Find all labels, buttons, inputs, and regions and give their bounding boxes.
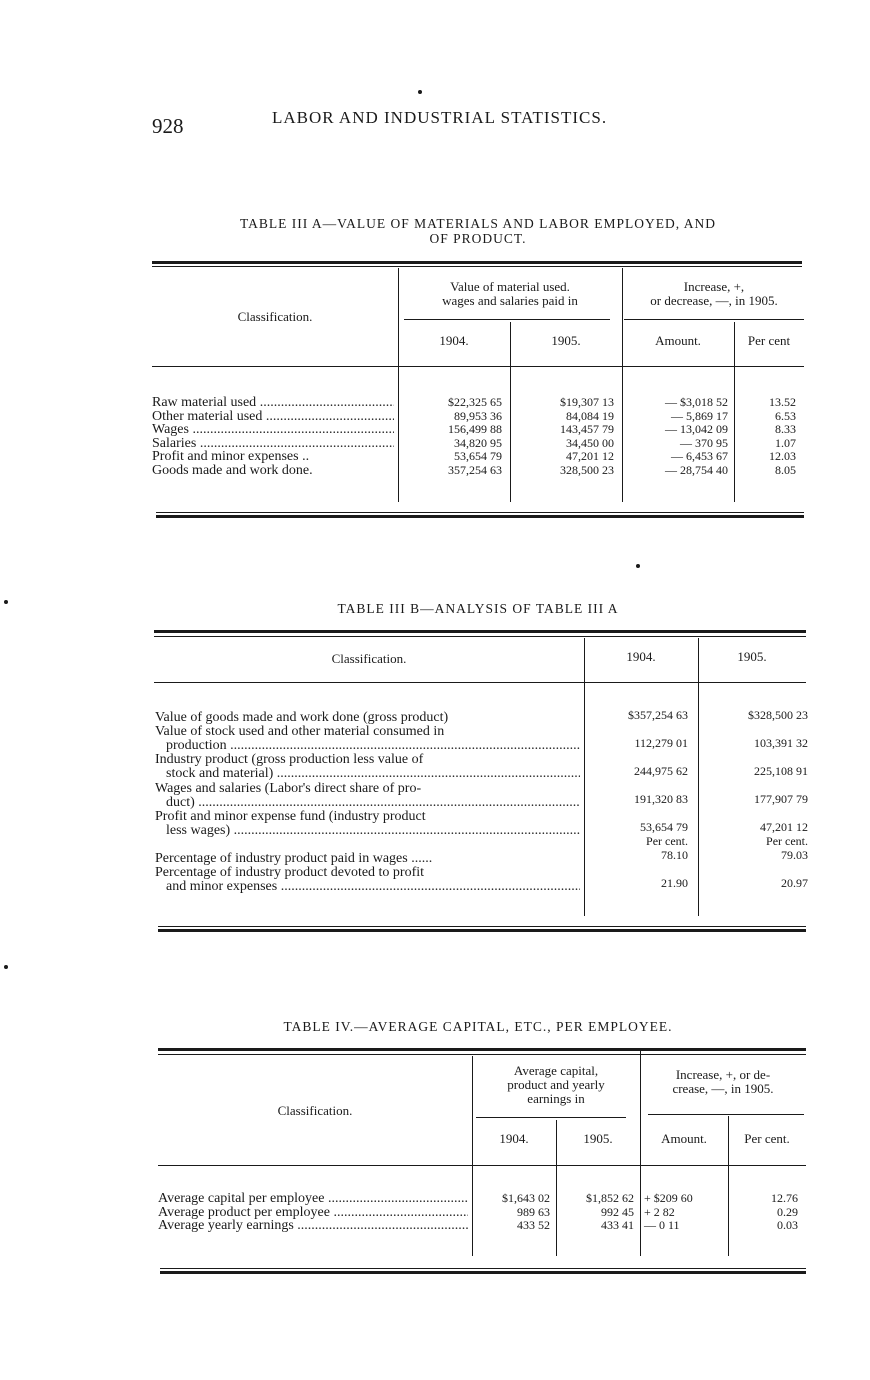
table-3a-row-1904: 34,820 95 [454,435,502,450]
table-3a-title-line-1: TABLE III A—VALUE OF MATERIALS AND LABOR EMPLOYED, AND [239,216,717,231]
table-3a-row-amount: — 28,754 40 [665,463,728,477]
table-3b-label-line: Profit and minor expense fund (industry product [155,809,426,824]
table-4-header-amount: Amount. [661,1131,707,1146]
table-4-header-average-line-2: product and yearly [507,1077,605,1092]
table-4-row-1905: 433 41 [601,1218,634,1233]
table-4-row-amount: + $209 60 [644,1191,693,1205]
table-3b-value-1905: 225,108 91 [754,764,808,778]
table-3b-value-1904: 78.10 [661,848,688,862]
table-3a-row-label: Salaries ..... [152,437,394,451]
table-3b-header-classification: Classification. [331,651,407,666]
table-4-header-bottom-rule [158,1165,806,1166]
table-3b-label-line: production ..... [166,739,580,753]
table-3a-row-amount: — $3,018 52 [665,395,728,409]
table-3a-row-1905: 84,084 19 [566,408,614,423]
table-3b-value-1905: $328,500 23 [748,708,808,722]
table-3a-header-increase-line-1: Increase, +, [683,279,745,294]
table-3a-row-1905: 47,201 12 [566,449,614,464]
table-3a-header-amount: Amount. [655,333,701,348]
table-4-row-amount: — 0 11 [644,1218,680,1233]
table-3b-value-1905: Per cent. [766,834,808,848]
table-3b-value-1905: 79.03 [781,848,808,862]
table-3b-value-1905: 47,201 12 [760,820,808,834]
table-3a-row-1904: 156,499 88 [448,422,502,437]
table-3a-column-divider [622,268,623,502]
table-4-header-1905: 1905. [583,1131,613,1146]
print-speck [418,90,422,94]
table-4-row-1905: 992 45 [601,1204,634,1219]
table-3a-column-divider [734,322,735,502]
table-4-row-percent: 12.76 [771,1191,798,1205]
table-3a-title [150,216,806,246]
table-3b-value-1904: 191,320 83 [634,792,688,806]
table-3b-value-1904: 112,279 01 [634,736,688,750]
table-4-row-1904: 433 52 [517,1218,550,1233]
table-4-row-percent: 0.29 [777,1204,798,1219]
table-3b-label-line: less wages) ..... [166,824,580,838]
table-3a-row-1904: 53,654 79 [454,449,502,464]
table-4-subheader-rule [476,1117,626,1118]
table-3b-label-line: Wages and salaries (Labor's direct share of pro- [155,781,422,796]
table-4-row-label: Average yearly earnings ..... [158,1219,468,1233]
table-3a-header-value-line-1: Value of material used. [450,279,570,294]
table-4-subheader-rule [648,1114,804,1115]
table-3b-value-1904: 21.90 [661,876,688,890]
table-3b-value-1905: 177,907 79 [754,792,808,806]
running-head: LABOR AND INDUSTRIAL STATISTICS. [272,108,608,127]
table-3b-label-line: Value of goods made and work done (gross product) [155,711,449,725]
table-3b-label-line: and minor expenses ..... [166,880,580,894]
table-4-top-rule-thick [158,1048,806,1051]
table-4-column-divider [728,1116,729,1256]
table-4-row-1904: $1,643 02 [502,1191,550,1205]
table-4-header-average-group [472,1064,640,1106]
table-3b-value-1904: 244,975 62 [634,764,688,778]
table-3a-row-1905: $19,307 13 [560,395,614,409]
table-3a-header-value-line-2: wages and salaries paid in [442,293,578,308]
table-3b-label-line: duct) ..... [166,796,580,810]
table-3a-column-divider [398,268,399,502]
table-3a-bottom-rule-thin [156,512,804,513]
table-3a-row-1904: 89,953 36 [454,408,502,423]
table-3a-row-percent: 6.53 [775,408,796,423]
table-4-bottom-rule-thin [160,1268,806,1269]
table-3b-top-rule-thin [154,636,806,637]
table-3b-bottom-rule-thick [158,929,806,932]
table-3a-header-1904: 1904. [439,333,469,348]
table-3b-header-1904: 1904. [626,649,656,664]
table-3a-row-amount: — 5,869 17 [671,408,728,423]
table-3b-value-1904: $357,254 63 [628,708,688,722]
table-3a-subheader-rule [404,319,610,320]
table-4-header-increase-group [640,1068,806,1096]
table-3a-row-1905: 143,457 79 [560,422,614,437]
table-3a-row-label: Wages ..... [152,423,394,437]
table-3b-column-divider [698,638,699,916]
table-3a-bottom-rule-thick [156,515,804,518]
table-3a-column-divider [510,322,511,502]
table-3b-label-line: Percentage of industry product paid in wages ...... [155,852,433,866]
table-3a-row-1904: 357,254 63 [448,463,502,477]
table-4-header-increase-line-2: crease, —, in 1905. [672,1081,774,1096]
table-4-title: TABLE IV.—AVERAGE CAPITAL, ETC., PER EMPLOYEE. [283,1019,673,1034]
table-3a-header-1905: 1905. [551,333,581,348]
table-3a-row-percent: 1.07 [775,435,796,450]
table-3a-row-1904: $22,325 65 [448,395,502,409]
table-3a-title-line-2: OF PRODUCT. [429,231,527,246]
table-3b-label-line: stock and material) ..... [166,767,580,781]
table-4-column-divider [556,1120,557,1256]
table-3a-row-percent: 12.03 [769,449,796,464]
table-3a-row-1905: 34,450 00 [566,435,614,450]
table-3b-value-1904: Per cent. [646,834,688,848]
table-3a-header-increase-group [622,280,806,308]
table-3b-bottom-rule-thin [158,926,806,927]
table-3b-value-1905: 103,391 32 [754,736,808,750]
table-3b-value-1905: 20.97 [781,876,808,890]
table-3a-row-label: Raw material used ..... [152,396,394,410]
table-3b-header-1905: 1905. [737,649,767,664]
table-3a-top-rule-thick [152,261,802,264]
table-3b-value-1904: 53,654 79 [640,820,688,834]
table-4-row-amount: + 2 82 [644,1204,675,1219]
table-3b-title: TABLE III B—ANALYSIS OF TABLE III A [337,601,619,616]
table-4-row-percent: 0.03 [777,1218,798,1233]
table-4-bottom-rule-thick [160,1271,806,1274]
table-3a-header-classification: Classification. [237,309,313,324]
table-3a-header-percent: Per cent [747,333,791,348]
table-3a-row-amount: — 13,042 09 [665,422,728,437]
table-4-header-percent: Per cent. [744,1131,790,1146]
table-4-column-divider [640,1048,641,1256]
table-3a-subheader-rule [624,319,804,320]
table-4-header-average-line-1: Average capital, [513,1063,599,1078]
table-3a-row-percent: 8.33 [775,422,796,437]
table-3b-label-line: Value of stock used and other material consumed in [155,725,445,739]
table-3b-label-line: Industry product (gross production less value of [155,753,424,767]
print-speck [636,564,640,568]
table-4-header-increase-line-1: Increase, +, or de- [675,1067,771,1082]
table-3a-row-percent: 8.05 [775,463,796,477]
table-4-header-classification: Classification. [277,1103,353,1118]
table-3a-row-amount: — 370 95 [680,435,728,450]
page-number: 928 [152,114,184,138]
table-3a-header-increase-line-2: or decrease, —, in 1905. [650,293,778,308]
table-3a-row-percent: 13.52 [769,395,796,409]
table-4-row-label: Average capital per employee ..... [158,1192,468,1206]
table-3a-row-label: Goods made and work done. [152,464,313,478]
print-speck [4,965,8,969]
print-speck [4,600,8,604]
table-3a-row-1905: 328,500 23 [560,463,614,477]
table-4-column-divider [472,1056,473,1256]
table-3a-row-amount: — 6,453 67 [671,449,728,464]
table-3a-top-rule-thin [152,266,802,267]
table-3a-header-bottom-rule [152,366,804,367]
table-3b-header-bottom-rule [154,682,806,683]
table-3a-header-value-group [398,280,622,308]
table-3a-row-label: Other material used ..... [152,410,394,424]
table-3b-label-line: Percentage of industry product devoted to profit [155,866,425,880]
table-3b-column-divider [584,638,585,916]
table-3a-row-label: Profit and minor expenses .. [152,450,310,464]
table-4-row-1905: $1,852 62 [586,1191,634,1205]
table-4-header-average-line-3: earnings in [527,1091,585,1106]
table-4-row-1904: 989 63 [517,1204,550,1219]
table-4-header-1904: 1904. [499,1131,529,1146]
table-3b-top-rule-thick [154,630,806,633]
table-4-top-rule-thin [158,1054,806,1055]
table-4-row-label: Average product per employee ..... [158,1206,468,1220]
